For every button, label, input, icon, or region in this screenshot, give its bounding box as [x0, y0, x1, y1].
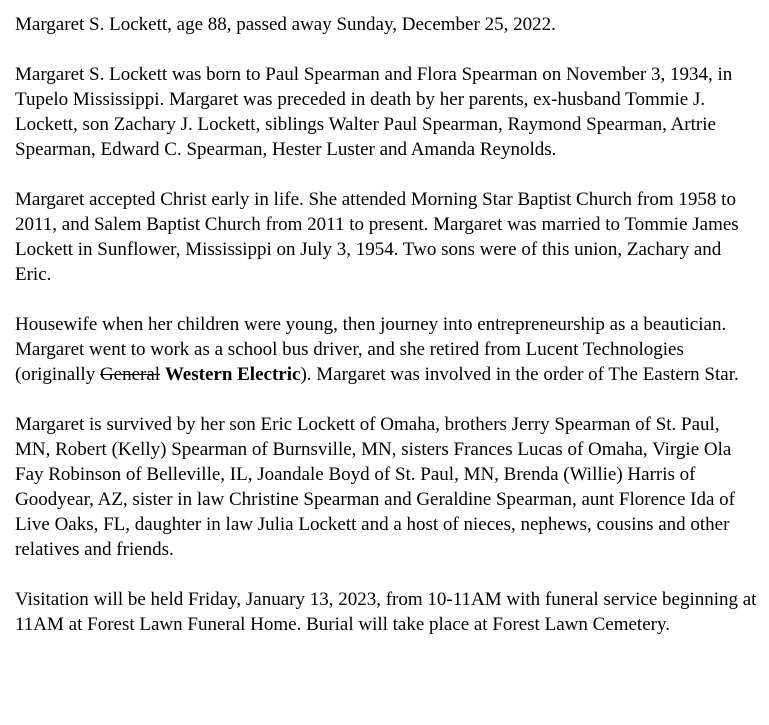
survivors-paragraph: Margaret is survived by her son Eric Lockett of Omaha, brothers Jerry Spearman of St. Paul, MN, Robert (Kelly) Spearman of Burnsville, MN, sisters Frances Lucas of Omaha, Virgie Ola Fay Robinson of Belleville, IL, Joandale Boyd of St. Paul, MN, Brenda (Willie) Harris of Goodyear, AZ, sister in law Christine Spearman and Geraldine Spearman, aunt Florence Ida of Live Oaks, FL, daughter in law Julia Lockett and a host of nieces, nephews, cousins and other relatives and friends.: [15, 414, 735, 560]
career-text-start: Housewife when her children were young, then journey into entrepreneurship as a beautician. Margaret went to work as a school bus driver, and she retired from Lucent Technologies (originally: [15, 314, 727, 385]
career-paragraph: [15, 312, 757, 387]
death-announcement-paragraph: Margaret S. Lockett, age 88, passed away Sunday, December 25, 2022.: [15, 14, 556, 35]
career-text-end: ). Margaret was involved in the order of The Eastern Star.: [300, 364, 739, 385]
struck-text: General: [99, 364, 161, 385]
bold-company-name: Western Electric: [164, 364, 301, 385]
services-paragraph: Visitation will be held Friday, January 13, 2023, from 10-11AM with funeral service beginning at 11AM at Forest Lawn Funeral Home. Burial will take place at Forest Lawn Cemetery.: [15, 589, 757, 635]
birth-family-paragraph: Margaret S. Lockett was born to Paul Spearman and Flora Spearman on November 3, 1934, in Tupelo Mississippi. Margaret was preceded in death by her parents, ex-husband Tommie J. Lockett, son Zachary J. Lockett, siblings Walter Paul Spearman, Raymond Spearman, Artrie Spearman, Edward C. Spearman, Hester Luster and Amanda Reynolds.: [15, 64, 733, 160]
faith-marriage-paragraph: Margaret accepted Christ early in life. She attended Morning Star Baptist Church from 1958 to 2011, and Salem Baptist Church from 2011 to present. Margaret was married to Tommie James Lockett in Sunflower, Mississippi on July 3, 1954. Two sons were of this union, Zachary and Eric.: [15, 189, 739, 285]
